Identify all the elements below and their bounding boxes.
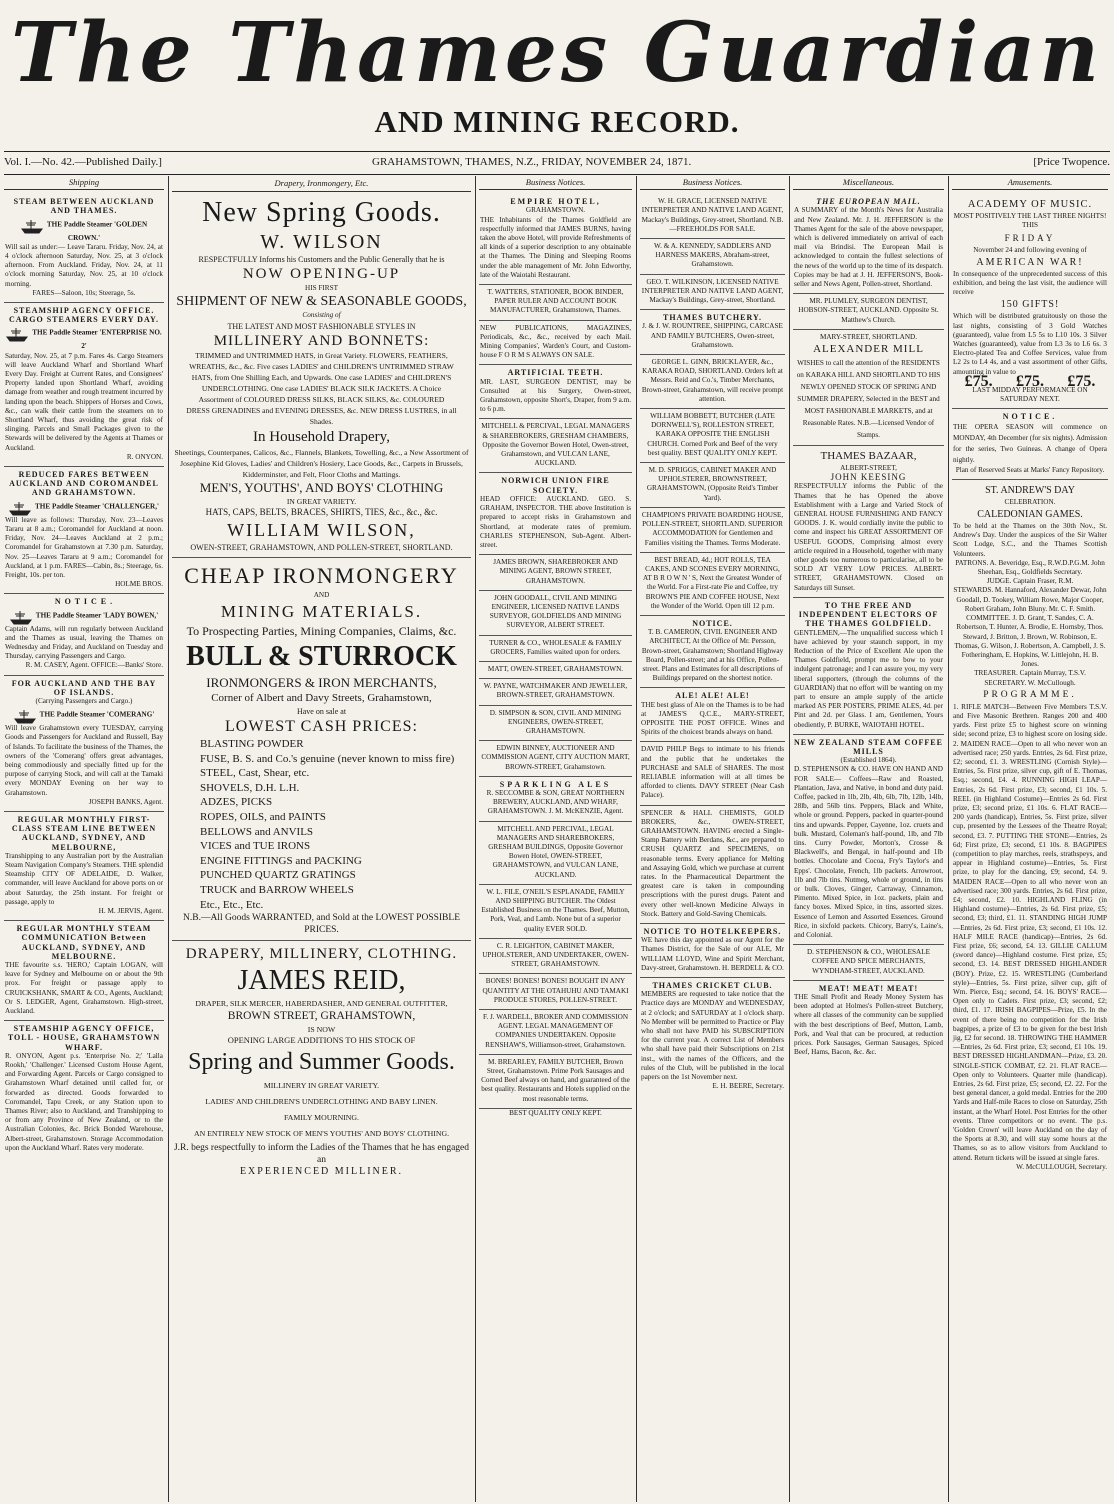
shipping-ad: FOR AUCKLAND AND THE BAY OF ISLANDS. (Carrying Passengers and Cargo.) THE Paddle Steamer 'COMERANG' Will leave Grahamstown every TUESDAY, carrying Goods and Passengers for Auckland and Russell, Bay of Islands. To facilitate the business of the Thames, the owners of the 'Comerang' offers great advantages, being commodiously and specially fitted up for the purpose of carrying Stock, and will call at the Tamaki every MONDAY Evening on her way to Grahamstown. JOSEPH BANKS, Agent. xyxy=(4,676,164,812)
business-column-2: Business Notices. W. H. GRACE, LICENSED NATIVE INTERPRETER AND NATIVE LAND AGENT, Mackay's Buildings, Grey-street, Shortland. N.B.—FREEHOLDS FOR SALE. W. & A. KENNEDY, SADDLERS AND HARNESS MAKERS, Abraham-street, Grahamstown. GEO. T. WILKINSON, LICENSED NATIVE INTERPRETER AND NATIVE LAND AGENT, Mackay's Buildings, Grey-street, Shortland. THAMES BUTCHERY. J. & J. W. ROUNTREE, SHIPPING, CARCASE AND FAMILY BUTCHERS, Owen-street, Grahamstown. GEORGE L. GINN, BRICKLAYER, &c., KARAKA ROAD, SHORTLAND. Orders left at Messrs. Reid and Co.'s, Timber Merchants, Brown-street, Grahamstown, will receive prompt attention. WILLIAM BOBBETT, BUTCHER (LATE DORNWELL'S), ROLLESTON STREET, KARAKA OPPOSITE THE ENGLISH CHURCH. Corned Pork and Beef of the very best quality. BEST QUALITY ONLY KEPT. M. D. SPRIGGS, CABINET MAKER AND UPHOLSTERER, BROWNSTREET, GRAHAMSTOWN, (Opposite Reid's Timber Yard). CHAMPION'S PRIVATE BOARDING HOUSE, POLLEN-STREET, SHORTLAND. SUPERIOR ACCOMMODATION for Gentlemen and Families visiting the Thames. Terms Moderate. BEST BREAD, 4d.; HOT ROLLS, TEA CAKES, AND SCONES EVERY MORNING, AT B R O W N ' S, Next the Greatest Wonder of the World. For a First-rate Pie and Coffee, try BROWN'S PIE AND COFFEE HOUSE, Next the Wonder of the World. Open till 12 p.m. NOTICE. T. B. CAMERON, CIVIL ENGINEER AND ARCHITECT, At the Office of Mr. Persson, Brown-street, Grahamstown; Shortland Highway Board, Pollen-street; and at his Office, Pollen-street. Plans and Estimates for all descriptions of Buildings prepared on the shortest notice. ALE! ALE! ALE! THE best glass of Ale on the Thames is to be had at JAMES'S Q.C.E., MARY-STREET, OPPOSITE THE POST OFFICE. Wines and Spirits of the choicest brands always on hand. DAVID PHILP Begs to intimate to his friends and the public that he undertakes the PURCHASE and SALE of SHARES. The most RELIABLE information will at all times be afforded to clients. DAVY STREET (Near Cash Palace). SPENCER & HALL CHEMISTS, GOLD BROKERS, &c., OWEN-STREET, GRAHAMSTOWN. HAVING erected a Single-Stamp Battery with Berdans, &c., are prepared to CRUSH QUARTZ and SPECIMENS, on reasonable terms. Every appliance for Melting and Assaying Gold, which we purchase at current rates. In the Pharmaceutical Department the greatest care is taken in compounding prescriptions with the purest drugs. Patent and every other well-known Medicine Always in Stock. Battery and Gold-Saving Chemicals. NOTICE TO HOTELKEEPERS. WE have this day appointed as our Agent for the Thames District, for the Sale of our ALE, Mr WILLIAM LLOYD, Wine and Spirit Merchant, Davy-street, Grahamstown. H. BERDELL & CO. THAMES CRICKET CLUB. MEMBERS are requested to take notice that the Practice days are MONDAY and WEDNESDAY, at 2 o'clock; and SATURDAY at 1 o'clock sharp. No Member will be permitted to Practice or Play who shall not have PAID his SUBSCRIPTION for the current year. A correct List of Members who shall have paid their Subscriptions on 21st inst., with the names of the Officers, and the rules of the Club, will be published in the local papers on the 1st November next. E. H. BEERE, Secretary. xyxy=(641,178,784,1091)
newspaper-title: The Thames Guardian xyxy=(11,5,1103,101)
price: [Price Twopence. xyxy=(1033,156,1110,168)
shipping-ad: STEAMSHIP AGENCY OFFICE, TOLL - HOUSE, GRAHAMSTOWN WHARF. R. ONYON, Agent p.s. 'Enterprise No. 2;' 'Lalla Rookh,' 'Challenger.' Licensed Custom House Agent, and Forwarding Agent. Parcels or Cargo consigned to Grahamstown Wharf detained until called for, or forwarded as directed. Goods forwarded to Coromandel, Tapu Creek, or any Station upon to Thames River; also to Auckland, and Transhipping to or from any Province of New Zealand, or to the Australian Colonies, &c. Brick Bonded Warehouse, Albert-street, Grahamstown. Storage Accommodation upon the Auckland Wharf. Rates very moderate. xyxy=(5,1024,163,1152)
steamer-icon xyxy=(14,706,36,724)
misc-column: Miscellaneous. THE EUROPEAN MAIL. A SUMMARY of the Month's News for Australia and New Zealand. Mr. J. H. JEFFERSON is the Thames Agent for the sale of the above newspaper, which is delivered immediately on arrival of each mail via Brindisi. The European Mail is acknowledged to contain the fullest selections of the news of the world up to the time of its despatch. Copies may be had at J. H. JEFFERSON'S, Book-seller and News Agent, Pollen-street, Shortland. MR. PLUMLEY, SURGEON DENTIST, HOBSON-STREET, AUCKLAND. Opposite St. Matthew's Church. MARY-STREET, SHORTLAND. ALEXANDER MILL WISHES to call the attention of the RESIDENTS on KARAKA HILL AND SHORTLAND TO HIS NEWLY OPENED STOCK OF SPRING AND SUMMER DRAPERY, Selected in the BEST and MOST FASHIONABLE MARKETS, and at Reasonable Rates. N.B.—Licensed Vendor of Stamps. THAMES BAZAAR, ALBERT-STREET, JOHN KEESING RESPECTFULLY informs the Public of the Thames that he has Opened the above Establishment with a Large and Varied Stock of GENERAL HOUSE FURNISHING AND FANCY GOODS. J. K. would cordially invite the public to come and inspect his GREAT ASSORTMENT OF USEFUL GOODS, Comprising almost every article required in a Household, together with many other goods too numerous to particularise, all to be SOLD AT VERY LOW PRICES. ALBERT-STREET, GRAHAMSTOWN. Closed on Saturdays till Sunset. TO THE FREE AND INDEPENDENT ELECTORS OF THE THAMES GOLDFIELD. GENTLEMEN,—The unqualified success which I have achieved by your staunch support, in my Reduction of the Price of Excellent Ale upon the Thames Goldfield, prompt me to bow to your indulgent patronage; and I can assure you, my very liberal supporters, (through the columns of the GUARDIAN) that no effort will be wanting on my part to ensure an ample supply of the article marked AS PER POSTERS, PRIME ALES, 4d. per Pint and 2d. per Glass. I am, Gentlemen, Yours obediently, P. BURKE, WAIOTAHI HOTEL. NEW ZEALAND STEAM COFFEE MILLS (Established 1864). D. STEPHENSON & CO. HAVE ON HAND AND FOR SALE— Coffees—Raw and Roasted, Plantation, Java, and Native, in bond and duty paid. Coffee, packed in 1lb, 2lb, 4lb, 6lb, 7lb, 12lb, 14lb, 28lb, and 56lb tins. Peppers, Black and White, whole or ground. Peppers, packed in quarter-pound tins and upwards. Pepper, Cayenne, 1oz. cruets and bulk. Mustard, Coleman's half-pound, 1lb, and 7lb tins. Curry Powder, Morton's, Crosse & Blackwell's, and Bengal, in half-pound and 1lb bottles. Chocolate and Cocoa, Fry's Taylor's and Epps'. Chocolate, French, 1lb packets. Arrowroot, 1lb and 7lb tins. Nutmeg, whole or ground, in tins or bulk. Cloves, Ginger, Carraway, Cinnamon, Pimento. Mixed Spice, in 1oz. packets, plain and fancy boxes. Mixed Spice, in tins, assorted sizes. Essence of Lemon and Assorted Essences. Ground Rice, in sixfold packets. Chicory, Barry's, Laine's, and Colonial. D. STEPHENSON & CO., WHOLESALE COFFEE AND SPICE MERCHANTS, WYNDHAM-STREET, AUCKLAND. MEAT! MEAT! MEAT! THE Small Profit and Ready Money System has been adopted at Holmes's Pollen-street Butchery, where all classes of the community can be supplied with the best descriptions of Beef, Mutton, Lamb, Pork, and Veal that can be procured, at reduction prices. Pork Sausages, German Sausages, Spiced Beef, Hams, Bacon, &c. &c. xyxy=(794,178,943,1057)
column-rule xyxy=(168,176,169,1502)
top-rule xyxy=(4,151,1110,152)
column-rule xyxy=(475,176,476,1502)
steamer-icon xyxy=(9,498,31,516)
place-date: GRAHAMSTOWN, THAMES, N.Z., FRIDAY, NOVEMBER 24, 1871. xyxy=(372,156,692,168)
shipping-ad: STEAMSHIP AGENCY OFFICE. CARGO STEAMERS EVERY DAY. THE Paddle Steamer 'ENTERPRISE NO. 2' Saturday, Nov. 25, at 7 p.m. Fares 4s. Cargo Steamers will leave Auckland Wharf and Shortland Wharf Every Day. Freight at Current Rates, and Consignees' Property landed upon Shortland Wharf, avoiding damage from weather and rough treatment incurred by landing upon the beach. Shippers of Horses and Cows, &c., can walk their cattle from the steamers on to Shortland Wharf, thus avoiding the great risk of slinging. Parcels and Small Packages given to the Stewards will be delivered by the Agents at Thames or Auckland. R. ONYON. xyxy=(4,303,164,467)
shipping-ad: REGULAR MONTHLY FIRST-CLASS STEAM LINE BETWEEN AUCKLAND, SYDNEY, AND MELBOURNE, Transhipping to any Australian port by the Australian Steam Navigation Company's Steamers. THE splendid Steamship CITY OF ADELAIDE, D. Walker, commander, will leave Auckland for above ports on or about Saturday, the 25th instant. For freight or passage, apply to H. M. JERVIS, Agent. xyxy=(4,812,164,921)
goods-list: BLASTING POWDER FUSE, B. S. and Co.'s genuine (never known to miss fire) STEEL, Cast, Shear, etc. SHOVELS, D.H. L.H. ADZES, PICKS ROPES, OILS, and PAINTS BELLOWS and ANVILS VICES and TUE IRONS ENGINE FITTINGS and PACKING PUNCHED QUARTZ GRATINGS TRUCK and BARROW WHEELS Etc., Etc., Etc. xyxy=(200,738,455,911)
shipping-ad: STEAM BETWEEN AUCKLAND AND THAMES. THE Paddle Steamer 'GOLDEN CROWN.' Will sail as under:— Leave Tararu. Friday, Nov. 24, at 4 o'clock afternoon Saturday, Nov. 25, at 3 o'clock afternoon. From Auckland. Friday, Nov. 24, at 11 o'clock morning Saturday, Nov. 25, at 10 o'clock morning. FARES—Saloon, 10s; Steerage, 5s. xyxy=(4,194,164,303)
column-heading: Business Notices. xyxy=(479,178,632,190)
steamer-icon xyxy=(6,324,28,342)
shipping-ad: REDUCED FARES BETWEEN AUCKLAND AND COROMANDEL AND GRAHAMSTOWN. THE Paddle Steamer 'CHALLENGER,' Will leave as follows: Thursday, Nov. 23—Leaves Tararu at 8 a.m.; Coromandel for Auckland at noon. Friday, Nov. 24—Leaves Auckland at 2 p.m.; Coromandel for Grahamstown at 7.30 p.m. Saturday, Nov. 25—Leaves Tararu at 9 a.m.; Coromandel for Auckland, at 1 p.m. FARES—Cabin, 8s.; Steerage, 6s. Freight, 10s. per ton. HOLME BROS. xyxy=(4,467,164,594)
masthead xyxy=(0,0,1114,150)
business-column-1: Business Notices. EMPIRE HOTEL, GRAHAMSTOWN. THE Inhabitants of the Thames Goldfield are respectfully informed that JAMES BURNS, having taken the above Hotel, will provide Refreshments of all kinds of a superior description to any obtainable at the Thames. The Dining and Sleeping Rooms under the able management of Mr. John Edworthy, late of the Waiotahi Restaurant. T. WATTERS, STATIONER, BOOK BINDER, PAPER RULER AND ACCOUNT BOOK MANUFACTURER, Grahamstown, Thames. NEW PUBLICATIONS, MAGAZINES, Periodicals, &c., &c., received by each Mail. Mining Companies', Warden's Court, and Custom-house F O R M S ALWAYS ON SALE. ARTIFICIAL TEETH. MR. LAST, SURGEON DENTIST, may be Consulted at his Surgery, Owen-street, Grahamstown, opposite Short's, Draper, from 9 a.m. to 6 p.m. MITCHELL & PERCIVAL, LEGAL MANAGERS & SHAREBROKERS, GRESHAM CHAMBERS, Opposite the Governor Bowen Hotel, Owen-street, Grahamstown, and VULCAN LANE, AUCKLAND. NORWICH UNION FIRE SOCIETY. HEAD OFFICE: AUCKLAND. GEO. S. GRAHAM, INSPECTOR. THE above Institution is prepared to accept risks in Grahamstown and Shortland, at moderate rates of premium. CHARLES STEPHENSON, Sub-Agent. Albert-street. JAMES BROWN, SHAREBROKER AND MINING AGENT, BROWN STREET, GRAHAMSTOWN. JOHN GOODALL, CIVIL AND MINING ENGINEER, LICENSED NATIVE LANDS SURVEYOR, GOLDFIELDS AND MINING SURVEYOR, ALBERT STREET. TURNER & CO., WHOLESALE & FAMILY GROCERS, Families waited upon for orders. MATT, OWEN-STREET, GRAHAMSTOWN. W. PAYNE, WATCHMAKER AND JEWELLER, BROWN-STREET, GRAHAMSTOWN. D. SIMPSON & SON, CIVIL AND MINING ENGINEERS, OWEN-STREET, GRAHAMSTOWN. EDWIN BINNEY, AUCTIONEER AND COMMISSION AGENT, CITY AUCTION MART, BROWN-STREET, Grahamstown. SPARKLING ALES R. SECCOMBE & SON, GREAT NORTHERN BREWERY, AUCKLAND, AND WHARF, GRAHAMSTOWN. J. M. McKENZIE, Agent. MITCHELL AND PERCIVAL, LEGAL MANAGERS AND SHAREBROKERS, GRESHAM BUILDINGS, Opposite Governor Bowen Hotel, OWEN-STREET, GRAHAMSTOWN, and VULCAN LANE, AUCKLAND. W. L. FILE, O'NEIL'S ESPLANADE, FAMILY AND SHIPPING BUTCHER. The Oldest Established Business on the Thames. Beef, Mutton, Pork, Veal, and Lamb. None but of a superior quality EVER SOLD. C. R. LEIGHTON, CABINET MAKER, UPHOLSTERER, AND UNDERTAKER, OWEN-STREET, GRAHAMSTOWN. BONES! BONES! BONES! BOUGHT IN ANY QUANTITY AT THE OTAHUHU AND TAMAKI PRODUCE STORES, POLLEN-STREET. F. J. WARDELL, BROKER AND COMMISSION AGENT. LEGAL MANAGEMENT OF COMPANIES UNDERTAKEN. Opposite RENSHAW'S, Williamson-street, Grahamstown. M. BREARLEY, FAMILY BUTCHER, Brown Street, Grahamstown. Prime Pork Sausages and Corned Beef always on hand, and guaranteed of the best quality. Restaurants and Hotels supplied on the most reasonable terms. BEST QUALITY ONLY KEPT. xyxy=(480,178,631,1117)
advertiser-name: W. WILSON xyxy=(260,231,383,253)
column-heading: Amusements. xyxy=(952,178,1108,190)
amusements-column: Amusements. ACADEMY OF MUSIC. MOST POSITIVELY THE LAST THREE NIGHTS! THIS FRIDAY November 24 and following evening of AMERICAN WAR! In consequence of the unprecedented success of this exhibition, and being the last visit, the audience will receive 150 GIFTS! Which will be distributed gratuitously on those the last nights, consisting of 3 Gold Watches (guaranteed), value from L5 5s to L10 10s. 3 Silver Watches (guaranteed), value from L3 3s to L6 6s. 3 Electro-plated Tea and Coffee Services, value from L2 2s to L4 4s, and a vast assortment of other Gifts, amounting in value to £75. £75. £75. LAST MIDDAY PERFORMANCE ON SATURDAY NEXT. NOTICE. THE OPERA SEASON will commence on MONDAY, 4th December (for six nights). Admission for the series, Two Guineas. A change of Opera nightly. Plan of Reserved Seats at Marks' Fancy Repository. ST. ANDREW'S DAY CELEBRATION. CALEDONIAN GAMES. To be held at the Thames on the 30th Nov., St. Andrew's Day. Under the auspices of the Sir Walter Scott Lodge, S.C., and the Thames Scottish Volunteers. PATRONS. A. Beveridge, Esq., R.W.D.P.G.M. John Sheehan, Esq., Goldfields Secretary. JUDGE. Captain Fraser, R.M. STEWARDS. M. Hannaford, Alexander Dewar, John Goodall, D. Tookey, William Rowe, Major Cooper, Robert Graham, John Bluny. Mr. C. F. Smith. COMMITTEE. J. D. Grant, T. Sandes, C. A. Robertson, T. Hunter, A. Brodie, E. Hornsby, Thos. Steward, J. Britton, J. Brown, W. Robinson, E. Thomas, G. Wilson, J. Robertson, A. Campbell, J. S. Fotheringham, E. Hopkins, W. Littlejohn, H. B. Jones. TREASURER. Captain Murray, T.S.V. SECRETARY. W. McCullough. PROGRAMME. 1. RIFLE MATCH—Between Five Members T.S.V. and Five Masonic Brethren. Ranges 200 and 400 yards. First prize £5 to highest score on winning side; second prize, £3 to highest score on losing side. 2. MAIDEN RACE—Open to all who never won an advertised race; 250 yards. Entries, 2s 6d. First prize, £2; second, £1. 3. WRESTLING (Cornish Style)—Entries, 5s. First prize, silver cup, gift of E. Thomas, Esq.; second, £4. 4. RUNNING HIGH LEAP—Entries, 2s 6d. First prize, £3; second, £1 10s. 5. REEL (in Highland Costume)—Entries 2s 6d. First prize, £3; second prize, £1 10s. 6. FLAT RACE—200 yards (handicap), Entries, 5s. First prize, silver cup, presented by the Lessees of the Theatre Royal; second, £3. 7. PUTTING THE STONE—Entries, 2s 6d; First prize, £3; second, £1 10s. 8. BAGPIPES (competition to play marches, reels, strathspeys, and appear in Highland costume)—Entries, 5s. First prize, to play for the dancing, £9; second, £4. 9. MAIDEN RACE—Open to all who never won an advertised race; 300 yards. Entries, 2s 6d. First prize, £4; second, £2. 10. HIGHLAND FLING (in Highland costume)—Entries, 2s 6d. First prize, £5; second, £3; third, £1. 11. STANDING HIGH JUMP—Entries, 2s 6d. First prize, £3; second, £1 10s. 12. HALF MILE RACE (handicap)—Entries, 2s 6d. First prize, £6; second, £4. 13. GILLIE CALLUM (sword dance)—Highland costume. First prize, £5; second, £3. 14. BEST DRESSED HIGHLANDER (BOY). Prize, £2. 15. WRESTLING (Cumberland style)—Entries, 5s. First prize, silver cup, gift of Wm. Pierce, Esq.; second, £4. 16. BOYS' RACE—Open only to Cadets. First prize, £3; second, £2; third, £1. 17. IRISH BAGPIPES—Prize, £5. In the event of there being no competition for the Irish bagpipes, a prize of £3 to be given for the best Irish jig, £2 for second. 18. THROWING THE HAMMER—Entries, 2s 6d. First prize, £3; second, £1 10s. 19. BEST DRESSED HIGHLANDMAN—Prize, £3. 20. SINGLE-STICK COMBAT, £2. 21. FLAT RACE—Open only to Volunteers. Quarter mile (handicap). Entries, 2s 6d. First prize, £5; second, £2. 22. For the best general dancer, a gold medal. Entries for the 200 Yards and Half-mile Races to close on Saturday, 25th instant, at the Wharf Hotel. Post Entries for the other events. Three competitors or no event. The p.s. 'Golden Crown' will leave Auckland on the day of the Sports at 8.30, and will stay some hours at the Thames, so as to allow visitors from Auckland to attend. Return tickets will be issued at single fares. W. McCULLOUGH, Secretary. xyxy=(953,178,1107,1171)
column-heading: Drapery, Ironmongery, Etc. xyxy=(172,178,471,192)
bull-sturrock-title: BULL & STURROCK xyxy=(186,641,457,672)
dateline xyxy=(4,156,1110,172)
shipping-column xyxy=(4,178,164,1500)
shipping-ad: REGULAR MONTHLY STEAM COMMUNICATION Between AUCKLAND, SYDNEY, AND MELBOURNE. THE favourite s.s. 'HERO,' Captain LOGAN, will leave for Sydney and Melbourne on or about the 9th prox. For freight or passage apply to CRUICKSHANK, SMART & CO., Agents, Auckland; Or S. LEDGER, Agent, Grahamstown. High-street, Auckland. xyxy=(4,921,164,1021)
column-heading: Miscellaneous. xyxy=(793,178,944,190)
steamer-icon xyxy=(21,216,43,234)
column-heading: Business Notices. xyxy=(640,178,785,190)
shipping-ad: N O T I C E . THE Paddle Steamer 'LADY BOWEN,' Captain Adams, will run regularly between Auckland and the Thames as usual, leaving the Thames on Wednesday and Friday, and Auckland on Tuesday and Thursday, carrying Passengers and Cargo. R. M. CASEY, Agent. OFFICE:—Banks' Store. xyxy=(4,594,164,675)
ad-headline: New Spring Goods. xyxy=(202,197,441,228)
prize-values: £75. £75. £75. xyxy=(964,372,1096,390)
column-heading: Shipping xyxy=(4,178,164,190)
column-rule xyxy=(789,176,790,1502)
steamer-icon xyxy=(10,607,32,625)
column-rule xyxy=(948,176,949,1502)
volume-info: Vol. I.—No. 42.—Published Daily.] xyxy=(4,156,162,168)
drapery-column: Drapery, Ironmongery, Etc. New Spring Goods. W. WILSON RESPECTFULLY Informs his Customers and the Public Generally that he is NOW OPENING-UP HIS FIRST SHIPMENT OF NEW & SEASONABLE GOODS, Consisting of THE LATEST AND MOST FASHIONABLE STYLES IN MILLINERY AND BONNETS: TRIMMED and UNTRIMMED HATS, in Great Variety. FLOWERS, FEATHERS, WREATHS, &c., &c. Five cases LADIES' and CHILDREN'S UNTRIMMED STRAW HATS, from One Shilling Each, and Upwards. One case LADIES' and CHILDREN'S UNDERCLOTHING. One case LADIES' BLACK SILK JACKETS. A Choice Assortment of COLOURED DRESS SILKS, BLACK SILKS, &c. COLOURED DRESS GRENADINES and EVENING DRESSES, &c. NEW DRESS LUSTRES, in all Shades. In Household Drapery, Sheetings, Counterpanes, Calicos, &c., Flannels, Blankets, Towelling, &c., a New Assortment of Josephine Kid Gloves, Ladies' and Children's Hosiery, Lace Goods, &c., Carpets in Brussels, Kidderminster, and Felt, Floor Cloths and Mattings. MEN'S, YOUTHS', AND BOYS' CLOTHING IN GREAT VARIETY. HATS, CAPS, BELTS, BRACES, SHIRTS, TIES, &c., &c., &c. WILLIAM WILSON, OWEN-STREET, GRAHAMSTOWN, AND POLLEN-STREET, SHORTLAND. CHEAP IRONMONGERY AND MINING MATERIALS. To Prospecting Parties, Mining Companies, Claims, &c. BULL & STURROCK IRONMONGERS & IRON MERCHANTS, Corner of Albert and Davy Streets, Grahamstown, Have on sale at LOWEST CASH PRICES: BLASTING POWDER FUSE, B. S. and Co.'s genuine (never known to miss fire) STEEL, Cast, Shear, etc. SHOVELS, D.H. L.H. ADZES, PICKS ROPES, OILS, and PAINTS BELLOWS and ANVILS VICES and TUE IRONS ENGINE FITTINGS and PACKING PUNCHED QUARTZ GRATINGS TRUCK and BARROW WHEELS Etc., Etc., Etc. N.B.—All Goods WARRANTED, and Sold at the LOWEST POSSIBLE PRICES. DRAPERY, MILLINERY, CLOTHING. JAMES REID, DRAPER, SILK MERCER, HABERDASHER, AND GENERAL OUTFITTER, BROWN STREET, GRAHAMSTOWN, IS NOW OPENING LARGE ADDITIONS TO HIS STOCK OF Spring and Summer Goods. MILLINERY IN GREAT VARIETY. LADIES' AND CHILDREN'S UNDERCLOTHING AND BABY LINEN. FAMILY MOURNING. AN ENTIRELY NEW STOCK OF MEN'S YOUTHS' AND BOYS' CLOTHING. J.R. begs respectfully to inform the Ladies of the Thames that he has engaged an EXPERIENCED MILLINER. xyxy=(173,178,470,1178)
column-rule xyxy=(636,176,637,1502)
newspaper-subtitle: AND MINING RECORD. xyxy=(374,104,740,139)
dateline-rule xyxy=(4,174,1110,175)
